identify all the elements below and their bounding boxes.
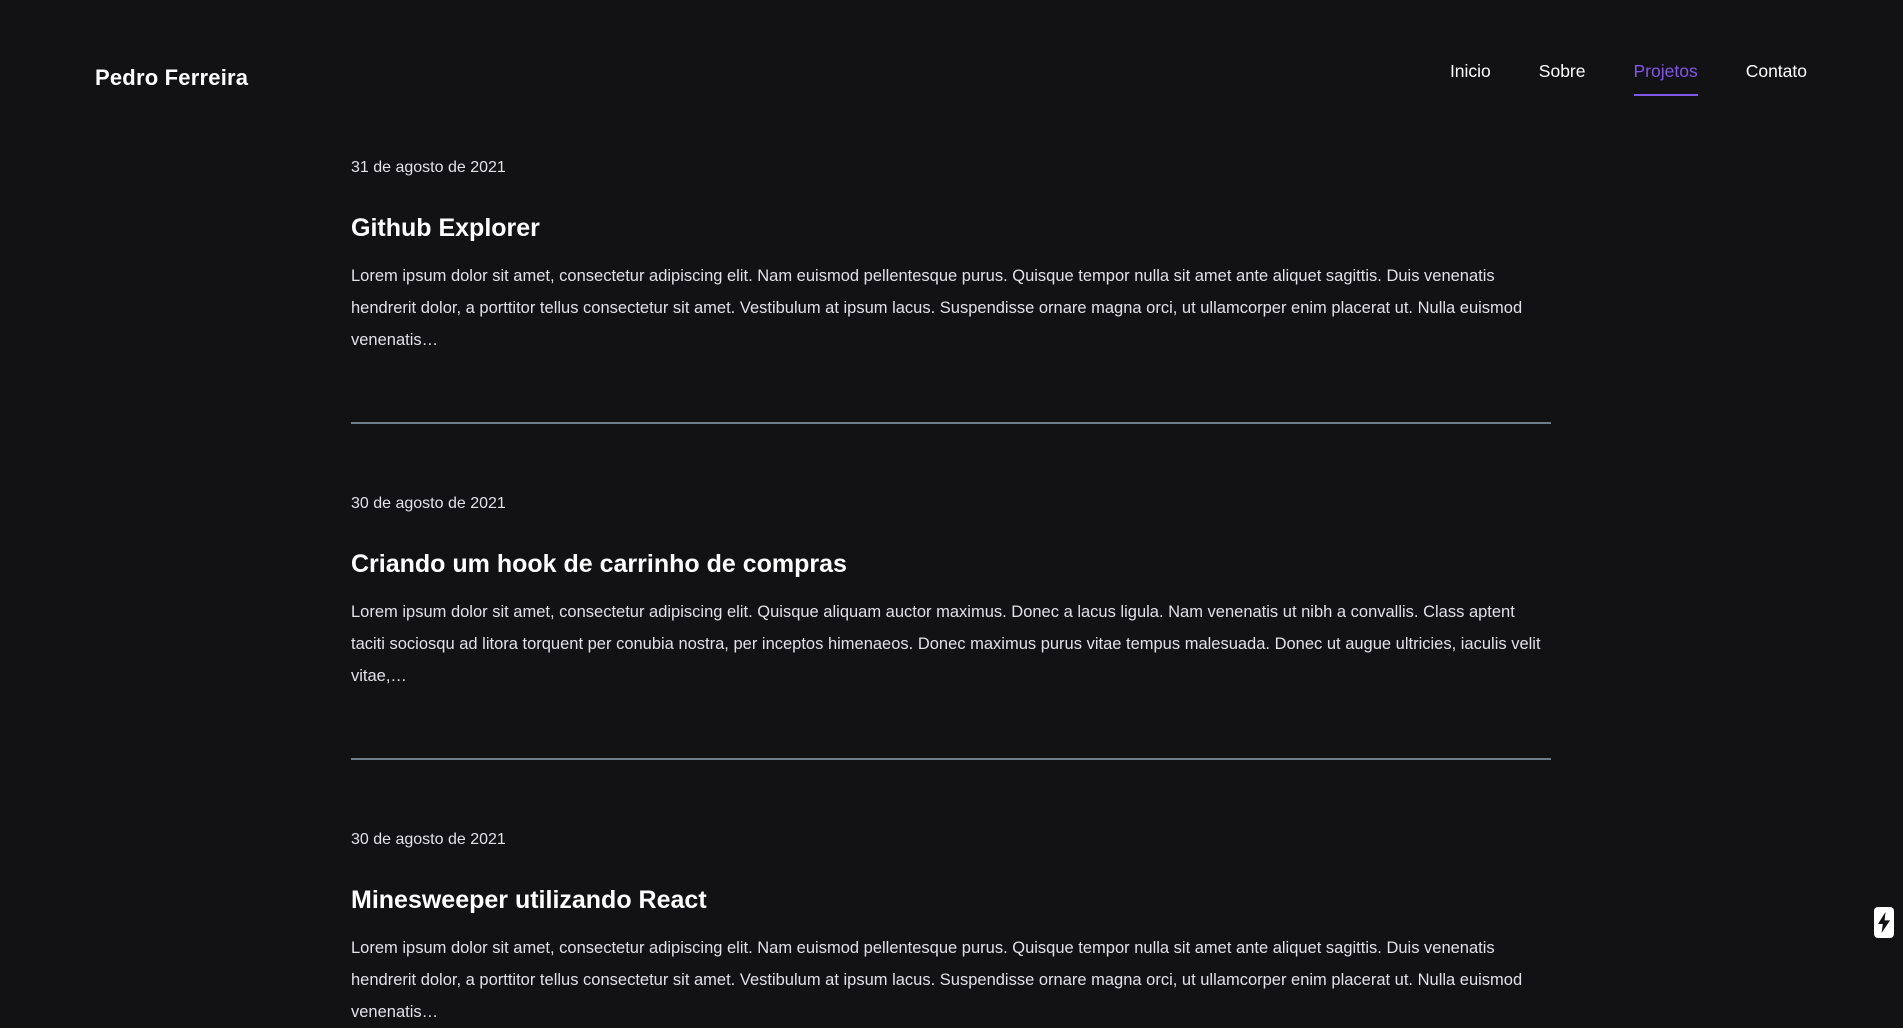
post-excerpt: Lorem ipsum dolor sit amet, consectetur adipiscing elit. Quisque aliquam auctor maximus. Donec a lacus ligula. Nam venenatis ut nibh a convallis. Class aptent taciti sociosqu ad litora torquent per conubia nostra, per inceptos himenaeos. Donec maximus purus vitae tempus malesuada. Donec ut augue ultricies, iaculis velit vitae,… — [351, 603, 1541, 685]
post-excerpt: Lorem ipsum dolor sit amet, consectetur adipiscing elit. Nam euismod pellentesque purus. Quisque tempor nulla sit amet ante aliquet sagittis. Duis venenatis hendrerit dolor, a porttitor tellus consectetur sit amet. Vestibulum at ipsum lacus. Suspendisse ornare magna orci, ut ullamcorper enim placerat ut. Nulla euismod venenatis… — [351, 267, 1523, 349]
lightning-badge-button[interactable] — [1874, 907, 1894, 938]
post-item[interactable] — [351, 494, 1551, 692]
lightning-bolt-icon — [1878, 912, 1890, 933]
nav-link-inicio[interactable]: Inicio — [1449, 60, 1491, 81]
brand-logo[interactable]: Pedro Ferreira — [95, 65, 249, 90]
post-title[interactable]: Github Explorer — [351, 214, 540, 242]
post-date: 30 de agosto de 2021 — [351, 831, 506, 848]
post-date: 30 de agosto de 2021 — [351, 495, 506, 512]
post-excerpt: Lorem ipsum dolor sit amet, consectetur adipiscing elit. Nam euismod pellentesque purus. Quisque tempor nulla sit amet ante aliquet sagittis. Duis venenatis hendrerit dolor, a porttitor tellus consectetur sit amet. Vestibulum at ipsum lacus. Suspendisse ornare magna orci, ut ullamcorper enim placerat ut. Nulla euismod venenatis… — [351, 939, 1523, 1021]
post-item[interactable] — [351, 830, 1551, 1028]
post-title[interactable]: Criando um hook de carrinho de compras — [351, 550, 847, 578]
post-date: 31 de agosto de 2021 — [351, 159, 506, 176]
nav-link-projetos[interactable]: Projetos — [1634, 61, 1698, 96]
main-nav — [1450, 61, 1807, 96]
post-divider — [351, 758, 1551, 760]
nav-link-contato[interactable]: Contato — [1745, 60, 1807, 81]
post-divider — [351, 422, 1551, 424]
site-header — [0, 0, 1903, 110]
posts-list — [351, 158, 1551, 1028]
post-item[interactable] — [351, 158, 1551, 356]
nav-link-sobre[interactable]: Sobre — [1538, 60, 1586, 81]
post-title[interactable]: Minesweeper utilizando React — [351, 886, 707, 914]
